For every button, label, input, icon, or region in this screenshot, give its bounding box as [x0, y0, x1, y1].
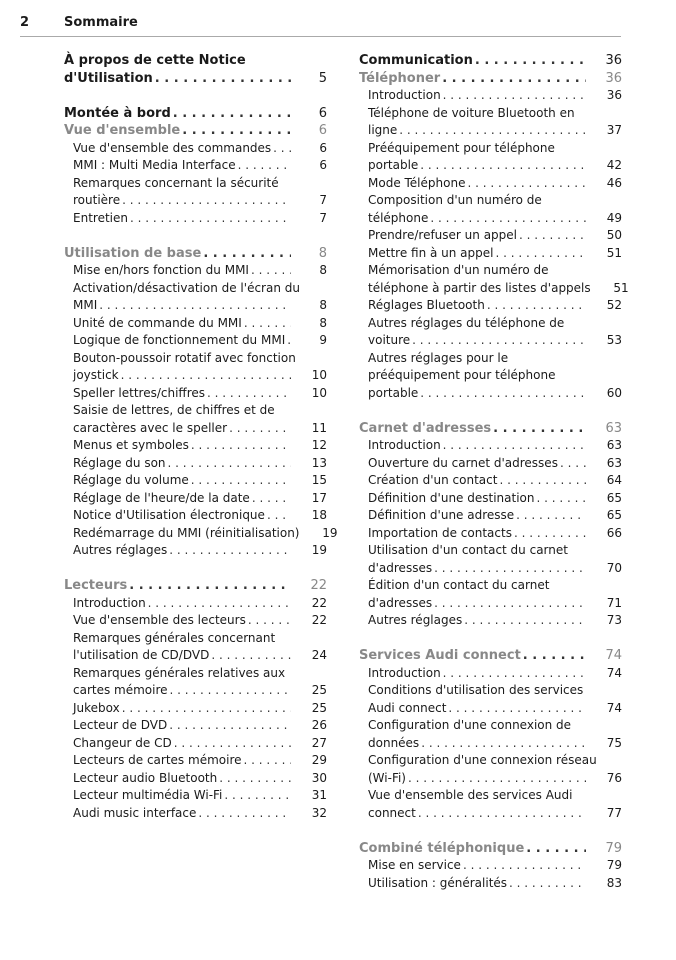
toc-sub-entry[interactable]	[64, 455, 327, 473]
toc-sub-entry[interactable]	[64, 787, 327, 805]
dot-leader	[99, 297, 291, 315]
toc-page-number: 10	[311, 368, 327, 382]
toc-chapter-entry[interactable]	[64, 245, 327, 263]
toc-sub-entry[interactable]	[359, 140, 622, 175]
toc-entry-text: Introduction	[73, 595, 146, 610]
dot-leader	[169, 542, 291, 560]
toc-page-number: 60	[606, 385, 622, 400]
dot-leader	[238, 157, 291, 175]
toc-entry-text: Lecteur de DVD	[73, 718, 168, 732]
toc-sub-entry[interactable]	[359, 245, 622, 263]
dot-leader	[121, 367, 291, 385]
toc-sub-entry[interactable]	[359, 490, 622, 508]
toc-entry-text: Réglages Bluetooth	[368, 298, 485, 312]
dot-leader	[267, 507, 291, 525]
dot-leader	[443, 437, 586, 455]
toc-page-number: 10	[311, 385, 327, 400]
dot-leader	[224, 787, 291, 805]
toc-entry-text: Mise en/hors fonction du MMI	[73, 263, 249, 277]
toc-entry-text: routière	[73, 193, 121, 207]
dot-leader	[516, 507, 586, 525]
toc-sub-entry[interactable]	[64, 612, 327, 630]
toc-entry-text: Vue d'ensemble des services Audi	[368, 788, 573, 802]
toc-page-number: 18	[311, 508, 327, 522]
dot-leader	[442, 70, 586, 88]
toc-entry-text: Speller lettres/chiffres	[73, 385, 205, 400]
toc-page-number: 63	[606, 438, 622, 452]
toc-entry-text: Redémarrage du MMI (réinitialisation)	[73, 525, 300, 540]
toc-sub-entry[interactable]	[359, 192, 622, 227]
dot-leader	[443, 87, 586, 105]
toc-page-number: 8	[319, 315, 327, 330]
dot-leader	[174, 735, 291, 753]
page-title: Sommaire	[64, 15, 138, 30]
toc-entry-text: ligne	[368, 123, 398, 137]
toc-entry-text: Autres réglages	[73, 543, 168, 557]
toc-page-number: 32	[311, 805, 327, 820]
dot-leader	[526, 840, 586, 858]
dot-leader	[496, 245, 587, 263]
toc-sub-entry[interactable]	[64, 770, 327, 788]
toc-entry-text: Unité de commande du MMI	[73, 315, 242, 330]
toc-entry-text: Remarques concernant la sécurité	[73, 175, 279, 190]
toc-section	[359, 52, 629, 402]
toc-page-number: 46	[606, 175, 622, 190]
dot-leader	[191, 472, 291, 490]
toc-chapter-entry[interactable]	[359, 52, 622, 70]
toc-entry-text: Introduction	[368, 88, 441, 102]
toc-entry-text: Téléphoner	[359, 70, 441, 86]
toc-entry-text: Audi connect	[368, 700, 447, 715]
dot-leader	[523, 647, 586, 665]
toc-page-number: 6	[319, 140, 327, 155]
dot-leader	[191, 437, 291, 455]
dot-leader	[198, 805, 291, 823]
toc-entry-text: Notice d'Utilisation électronique	[73, 508, 265, 522]
toc-entry-text: Configuration d'une connexion de	[368, 718, 572, 732]
toc-entry-text: Menus et symboles	[73, 438, 189, 452]
toc-section	[64, 105, 327, 228]
toc-entry-text: Prééquipement pour téléphone	[368, 140, 555, 155]
toc-entry-text: Définition d'une destination	[368, 490, 535, 505]
dot-leader	[173, 105, 291, 123]
toc-chapter-entry[interactable]	[64, 122, 327, 140]
toc-page-number: 29	[311, 753, 327, 767]
dot-leader	[467, 175, 586, 193]
toc-sub-entry[interactable]	[359, 227, 622, 245]
dot-leader	[287, 332, 291, 350]
toc-sub-entry[interactable]	[359, 577, 622, 612]
toc-page-number: 6	[319, 158, 327, 172]
toc-page-number: 71	[606, 595, 622, 610]
dot-leader	[421, 735, 586, 753]
dot-leader	[122, 700, 291, 718]
dot-leader	[251, 262, 291, 280]
dot-leader	[273, 140, 291, 158]
toc-sub-entry[interactable]	[359, 507, 622, 525]
toc-entry-text: Activation/désactivation de l'écran du	[73, 280, 300, 295]
toc-sub-entry[interactable]	[359, 525, 622, 543]
toc-entry-text: Composition d'un numéro de	[368, 193, 542, 207]
toc-sub-entry[interactable]	[64, 630, 327, 665]
dot-leader	[211, 647, 291, 665]
dot-leader	[169, 717, 291, 735]
toc-chapter-entry[interactable]	[64, 105, 327, 123]
toc-sub-entry[interactable]	[359, 665, 622, 683]
toc-sub-entry[interactable]	[64, 472, 327, 490]
toc-entry-text: Configuration d'une connexion réseau	[368, 753, 597, 767]
toc-sub-entry[interactable]	[64, 140, 327, 158]
toc-entry-text: joystick	[73, 368, 119, 382]
toc-page-number: 70	[606, 560, 622, 575]
toc-entry-text: caractères avec le speller	[73, 420, 228, 435]
toc-entry-text: Création d'un contact	[368, 473, 498, 487]
toc-sub-entry[interactable]	[64, 262, 327, 280]
toc-entry-text: Importation de contacts	[368, 525, 512, 540]
toc-sub-entry[interactable]	[64, 507, 327, 525]
toc-sub-entry[interactable]	[64, 700, 327, 718]
toc-page-number: 49	[606, 210, 622, 225]
toc-page-number: 17	[311, 490, 327, 505]
toc-sub-entry[interactable]	[359, 315, 622, 350]
toc-sub-entry[interactable]	[64, 350, 327, 385]
toc-page-number: 26	[311, 718, 327, 732]
toc-sub-entry[interactable]	[359, 87, 622, 105]
dot-leader	[130, 210, 291, 228]
toc-page-number: 74	[606, 665, 622, 680]
toc-page-number: 22	[310, 578, 327, 593]
toc-sub-entry[interactable]	[359, 105, 622, 140]
dot-leader	[493, 420, 586, 438]
dot-leader	[475, 52, 586, 70]
toc-entry-text: Réglage du son	[73, 455, 166, 470]
toc-page-number: 24	[311, 648, 327, 662]
toc-entry-text: Lecteurs	[64, 578, 128, 593]
toc-entry-text: Mémorisation d'un numéro de	[368, 263, 549, 277]
page-header	[20, 15, 621, 37]
toc-entry-text: Édition d'un contact du carnet	[368, 578, 550, 592]
toc-entry-text: Mode Téléphone	[368, 175, 466, 190]
toc-entry-text: Ouverture du carnet d'adresses	[368, 455, 558, 470]
toc-page-number: 51	[606, 245, 622, 260]
toc-entry-text: cartes mémoire	[73, 683, 168, 697]
dot-leader	[229, 420, 291, 438]
toc-page-number: 31	[311, 788, 327, 802]
toc-page-number: 63	[605, 420, 622, 436]
toc-sub-entry[interactable]	[64, 332, 327, 350]
toc-page-number: 36	[605, 53, 622, 68]
toc-sub-entry[interactable]	[64, 385, 327, 403]
toc-entry-text: portable	[368, 158, 419, 172]
toc-sub-entry[interactable]	[359, 612, 622, 630]
dot-leader	[168, 455, 291, 473]
dot-leader	[252, 490, 291, 508]
dot-leader	[536, 490, 586, 508]
toc-sub-entry[interactable]	[359, 717, 622, 752]
toc-page-number: 8	[319, 298, 327, 312]
toc-page-number: 19	[311, 543, 327, 557]
toc-sub-entry[interactable]	[64, 805, 327, 823]
toc-page-number: 73	[606, 613, 622, 627]
toc-entry-text: Communication	[359, 53, 473, 68]
toc-sub-entry[interactable]	[359, 857, 622, 875]
toc-entry-text: Réglage de l'heure/de la date	[73, 490, 250, 505]
dot-leader	[207, 385, 291, 403]
toc-sub-entry[interactable]	[359, 472, 622, 490]
toc-page-number: 53	[606, 333, 622, 347]
toc-page-number: 64	[606, 473, 622, 487]
toc-page-number: 27	[311, 735, 327, 750]
toc-entry-text: Téléphone de voiture Bluetooth en	[368, 105, 575, 120]
toc-page-number: 65	[606, 508, 622, 522]
toc-page-number: 75	[606, 735, 622, 750]
toc-entry-text: Carnet d'adresses	[359, 420, 492, 436]
toc-sub-entry[interactable]	[359, 455, 622, 473]
toc-page-number: 22	[311, 613, 327, 627]
dot-leader	[155, 70, 291, 88]
dot-leader	[203, 245, 291, 263]
dot-leader	[412, 332, 586, 350]
dot-leader	[487, 297, 586, 315]
toc-page-number: 30	[311, 770, 327, 785]
toc-page-number: 79	[605, 840, 622, 856]
toc-section	[359, 840, 622, 893]
toc-entry-text: Utilisation d'un contact du carnet	[368, 543, 568, 557]
toc-entry-text: Autres réglages pour le	[368, 350, 509, 365]
toc-page-number: 36	[605, 70, 622, 86]
toc-sub-entry[interactable]	[359, 682, 622, 717]
toc-section	[359, 647, 622, 822]
toc-entry-text: Utilisation de base	[64, 245, 202, 261]
toc-entry-text: Vue d'ensemble des commandes	[73, 140, 272, 155]
toc-page-number: 51	[613, 280, 629, 295]
toc-sub-entry[interactable]	[64, 437, 327, 455]
toc-page-number: 37	[606, 123, 622, 137]
toc-entry-text: Réglage du volume	[73, 473, 189, 487]
toc-entry-text: À propos de cette Notice	[64, 53, 246, 68]
toc-sub-entry[interactable]	[64, 717, 327, 735]
toc-entry-text: données	[368, 735, 420, 750]
toc-page-number: 50	[606, 228, 622, 242]
toc-entry-text: Introduction	[368, 665, 441, 680]
toc-entry-text: Prendre/refuser un appel	[368, 228, 517, 242]
dot-leader	[443, 665, 586, 683]
toc-page-number: 7	[319, 193, 327, 207]
toc-entry-text: d'adresses	[368, 560, 433, 575]
dot-leader	[448, 700, 586, 718]
toc-entry-text: portable	[368, 385, 419, 400]
dot-leader	[430, 210, 586, 228]
toc-entry-text: téléphone à partir des listes d'appels	[368, 280, 591, 295]
toc-entry-text: Mettre fin à un appel	[368, 245, 494, 260]
toc-entry-text: Introduction	[368, 438, 441, 452]
toc-sub-entry[interactable]	[359, 752, 622, 787]
toc-entry-text: d'adresses	[368, 595, 433, 610]
toc-entry-text: Lecteur multimédia Wi-Fi	[73, 788, 223, 802]
toc-entry-text: MMI : Multi Media Interface	[73, 158, 236, 172]
toc-chapter-entry[interactable]	[64, 577, 327, 595]
toc-sub-entry[interactable]	[359, 262, 629, 297]
dot-leader	[244, 752, 292, 770]
toc-left-column	[64, 52, 338, 840]
dot-leader	[244, 315, 291, 333]
toc-page-number: 6	[318, 123, 327, 138]
toc-sub-entry[interactable]	[64, 175, 327, 210]
toc-chapter-entry[interactable]	[359, 647, 622, 665]
toc-page-number: 66	[606, 525, 622, 540]
dot-leader	[509, 875, 586, 893]
toc-page-number: 36	[606, 88, 622, 102]
toc-sub-entry[interactable]	[359, 297, 622, 315]
dot-leader	[499, 472, 586, 490]
toc-sub-entry[interactable]	[359, 542, 622, 577]
toc-entry-text: Utilisation : généralités	[368, 875, 508, 890]
toc-entry-text: Définition d'une adresse	[368, 508, 515, 522]
dot-leader	[519, 227, 586, 245]
toc-entry-text: d'Utilisation	[64, 70, 153, 86]
toc-sub-entry[interactable]	[64, 752, 327, 770]
toc-section	[64, 52, 327, 87]
toc-entry-text: Services Audi connect	[359, 648, 521, 663]
toc-entry-text: MMI	[73, 298, 98, 312]
toc-page-number: 13	[311, 455, 327, 470]
toc-sub-entry[interactable]	[64, 315, 327, 333]
toc-entry-text: Saisie de lettres, de chiffres et de	[73, 403, 275, 417]
toc-sub-entry[interactable]	[64, 210, 327, 228]
toc-entry-text: Lecteur audio Bluetooth	[73, 770, 218, 785]
dot-leader	[514, 525, 586, 543]
toc-entry-text: Remarques générales relatives aux	[73, 665, 286, 680]
toc-sub-entry[interactable]	[64, 490, 327, 508]
toc-page-number: 19	[322, 525, 338, 540]
toc-entry-text: Mise en service	[368, 858, 461, 872]
dot-leader	[182, 122, 291, 140]
dot-leader	[420, 157, 586, 175]
toc-page-number: 65	[606, 490, 622, 505]
toc-entry-text: Bouton-poussoir rotatif avec fonction	[73, 350, 296, 365]
toc-page-number: 79	[606, 858, 622, 872]
dot-leader	[170, 682, 291, 700]
toc-page-number: 22	[311, 595, 327, 610]
toc-page-number: 5	[318, 70, 327, 86]
toc-page-number: 9	[319, 333, 327, 347]
toc-entry-text: Remarques générales concernant	[73, 630, 276, 645]
toc-sub-entry[interactable]	[64, 402, 327, 437]
toc-page-number: 7	[319, 210, 327, 225]
toc-entry-text: Autres réglages	[368, 613, 463, 627]
toc-entry-text: Changeur de CD	[73, 735, 172, 750]
dot-leader	[129, 577, 291, 595]
toc-page-number: 76	[606, 770, 622, 785]
toc-entry-text: l'utilisation de CD/DVD	[73, 648, 210, 662]
toc-entry-text: téléphone	[368, 210, 429, 225]
toc-sub-entry[interactable]	[359, 175, 622, 193]
toc-page-number: 11	[311, 420, 327, 435]
toc-page-number: 74	[606, 700, 622, 715]
dot-leader	[219, 770, 291, 788]
toc-section	[64, 245, 338, 560]
toc-entry-text: connect	[368, 805, 416, 820]
toc-page-number: 8	[319, 263, 327, 277]
toc-chapter-entry[interactable]	[359, 420, 622, 438]
toc-sub-entry[interactable]	[359, 437, 622, 455]
toc-entry-text: (Wi-Fi)	[368, 770, 406, 785]
toc-entry-text: Vue d'ensemble	[64, 123, 181, 138]
toc-sub-entry[interactable]	[359, 875, 622, 893]
toc-section	[64, 577, 327, 822]
toc-entry-text: prééquipement pour téléphone	[368, 368, 556, 382]
toc-page-number: 42	[606, 158, 622, 172]
toc-sub-entry[interactable]	[64, 280, 327, 315]
toc-sub-entry[interactable]	[64, 525, 338, 543]
dot-leader	[434, 595, 586, 613]
dot-leader	[560, 455, 586, 473]
toc-sub-entry[interactable]	[64, 595, 327, 613]
dot-leader	[463, 857, 586, 875]
toc-page-number: 8	[318, 245, 327, 261]
toc-sub-entry[interactable]	[64, 542, 327, 560]
dot-leader	[122, 192, 291, 210]
toc-page-number: 6	[318, 105, 327, 121]
toc-entry-text: Jukebox	[73, 700, 120, 715]
toc-sub-entry[interactable]	[359, 350, 622, 403]
toc-page-number: 77	[606, 805, 622, 820]
toc-entry-text: Conditions d'utilisation des services	[368, 683, 584, 697]
toc-entry-text: voiture	[368, 333, 411, 347]
toc-page-number: 74	[605, 648, 622, 663]
toc-entry-text: Logique de fonctionnement du MMI	[73, 333, 286, 347]
dot-leader	[399, 122, 586, 140]
toc-chapter-entry[interactable]	[359, 840, 622, 858]
toc-entry-text: Combiné téléphonique	[359, 840, 525, 856]
toc-page-number: 83	[606, 875, 622, 890]
toc-page-number: 25	[311, 700, 327, 715]
toc-right-column	[359, 52, 629, 910]
toc-page-number: 52	[606, 298, 622, 312]
toc-entry-text: Audi music interface	[73, 805, 197, 820]
toc-page-number: 25	[311, 683, 327, 697]
dot-leader	[420, 385, 586, 403]
toc-sub-entry[interactable]	[64, 665, 327, 700]
toc-entry-text: Entretien	[73, 210, 128, 225]
dot-leader	[408, 770, 586, 788]
toc-section	[359, 420, 622, 630]
toc-sub-entry[interactable]	[359, 787, 622, 822]
dot-leader	[248, 612, 291, 630]
dot-leader	[434, 560, 586, 578]
dot-leader	[418, 805, 586, 823]
toc-page-number: 63	[606, 455, 622, 470]
toc-entry-text: Montée à bord	[64, 105, 171, 121]
toc-page-number: 12	[311, 438, 327, 452]
dot-leader	[148, 595, 291, 613]
dot-leader	[464, 612, 586, 630]
toc-entry-text: Lecteurs de cartes mémoire	[73, 753, 242, 767]
page-number: 2	[20, 15, 30, 30]
toc-entry-text: Autres réglages du téléphone de	[368, 315, 565, 330]
toc-chapter-entry[interactable]	[359, 70, 622, 88]
toc-chapter-entry[interactable]	[64, 52, 327, 87]
toc-entry-text: Vue d'ensemble des lecteurs	[73, 613, 246, 627]
toc-sub-entry[interactable]	[64, 157, 327, 175]
toc-page-number: 15	[311, 473, 327, 487]
toc-sub-entry[interactable]	[64, 735, 327, 753]
